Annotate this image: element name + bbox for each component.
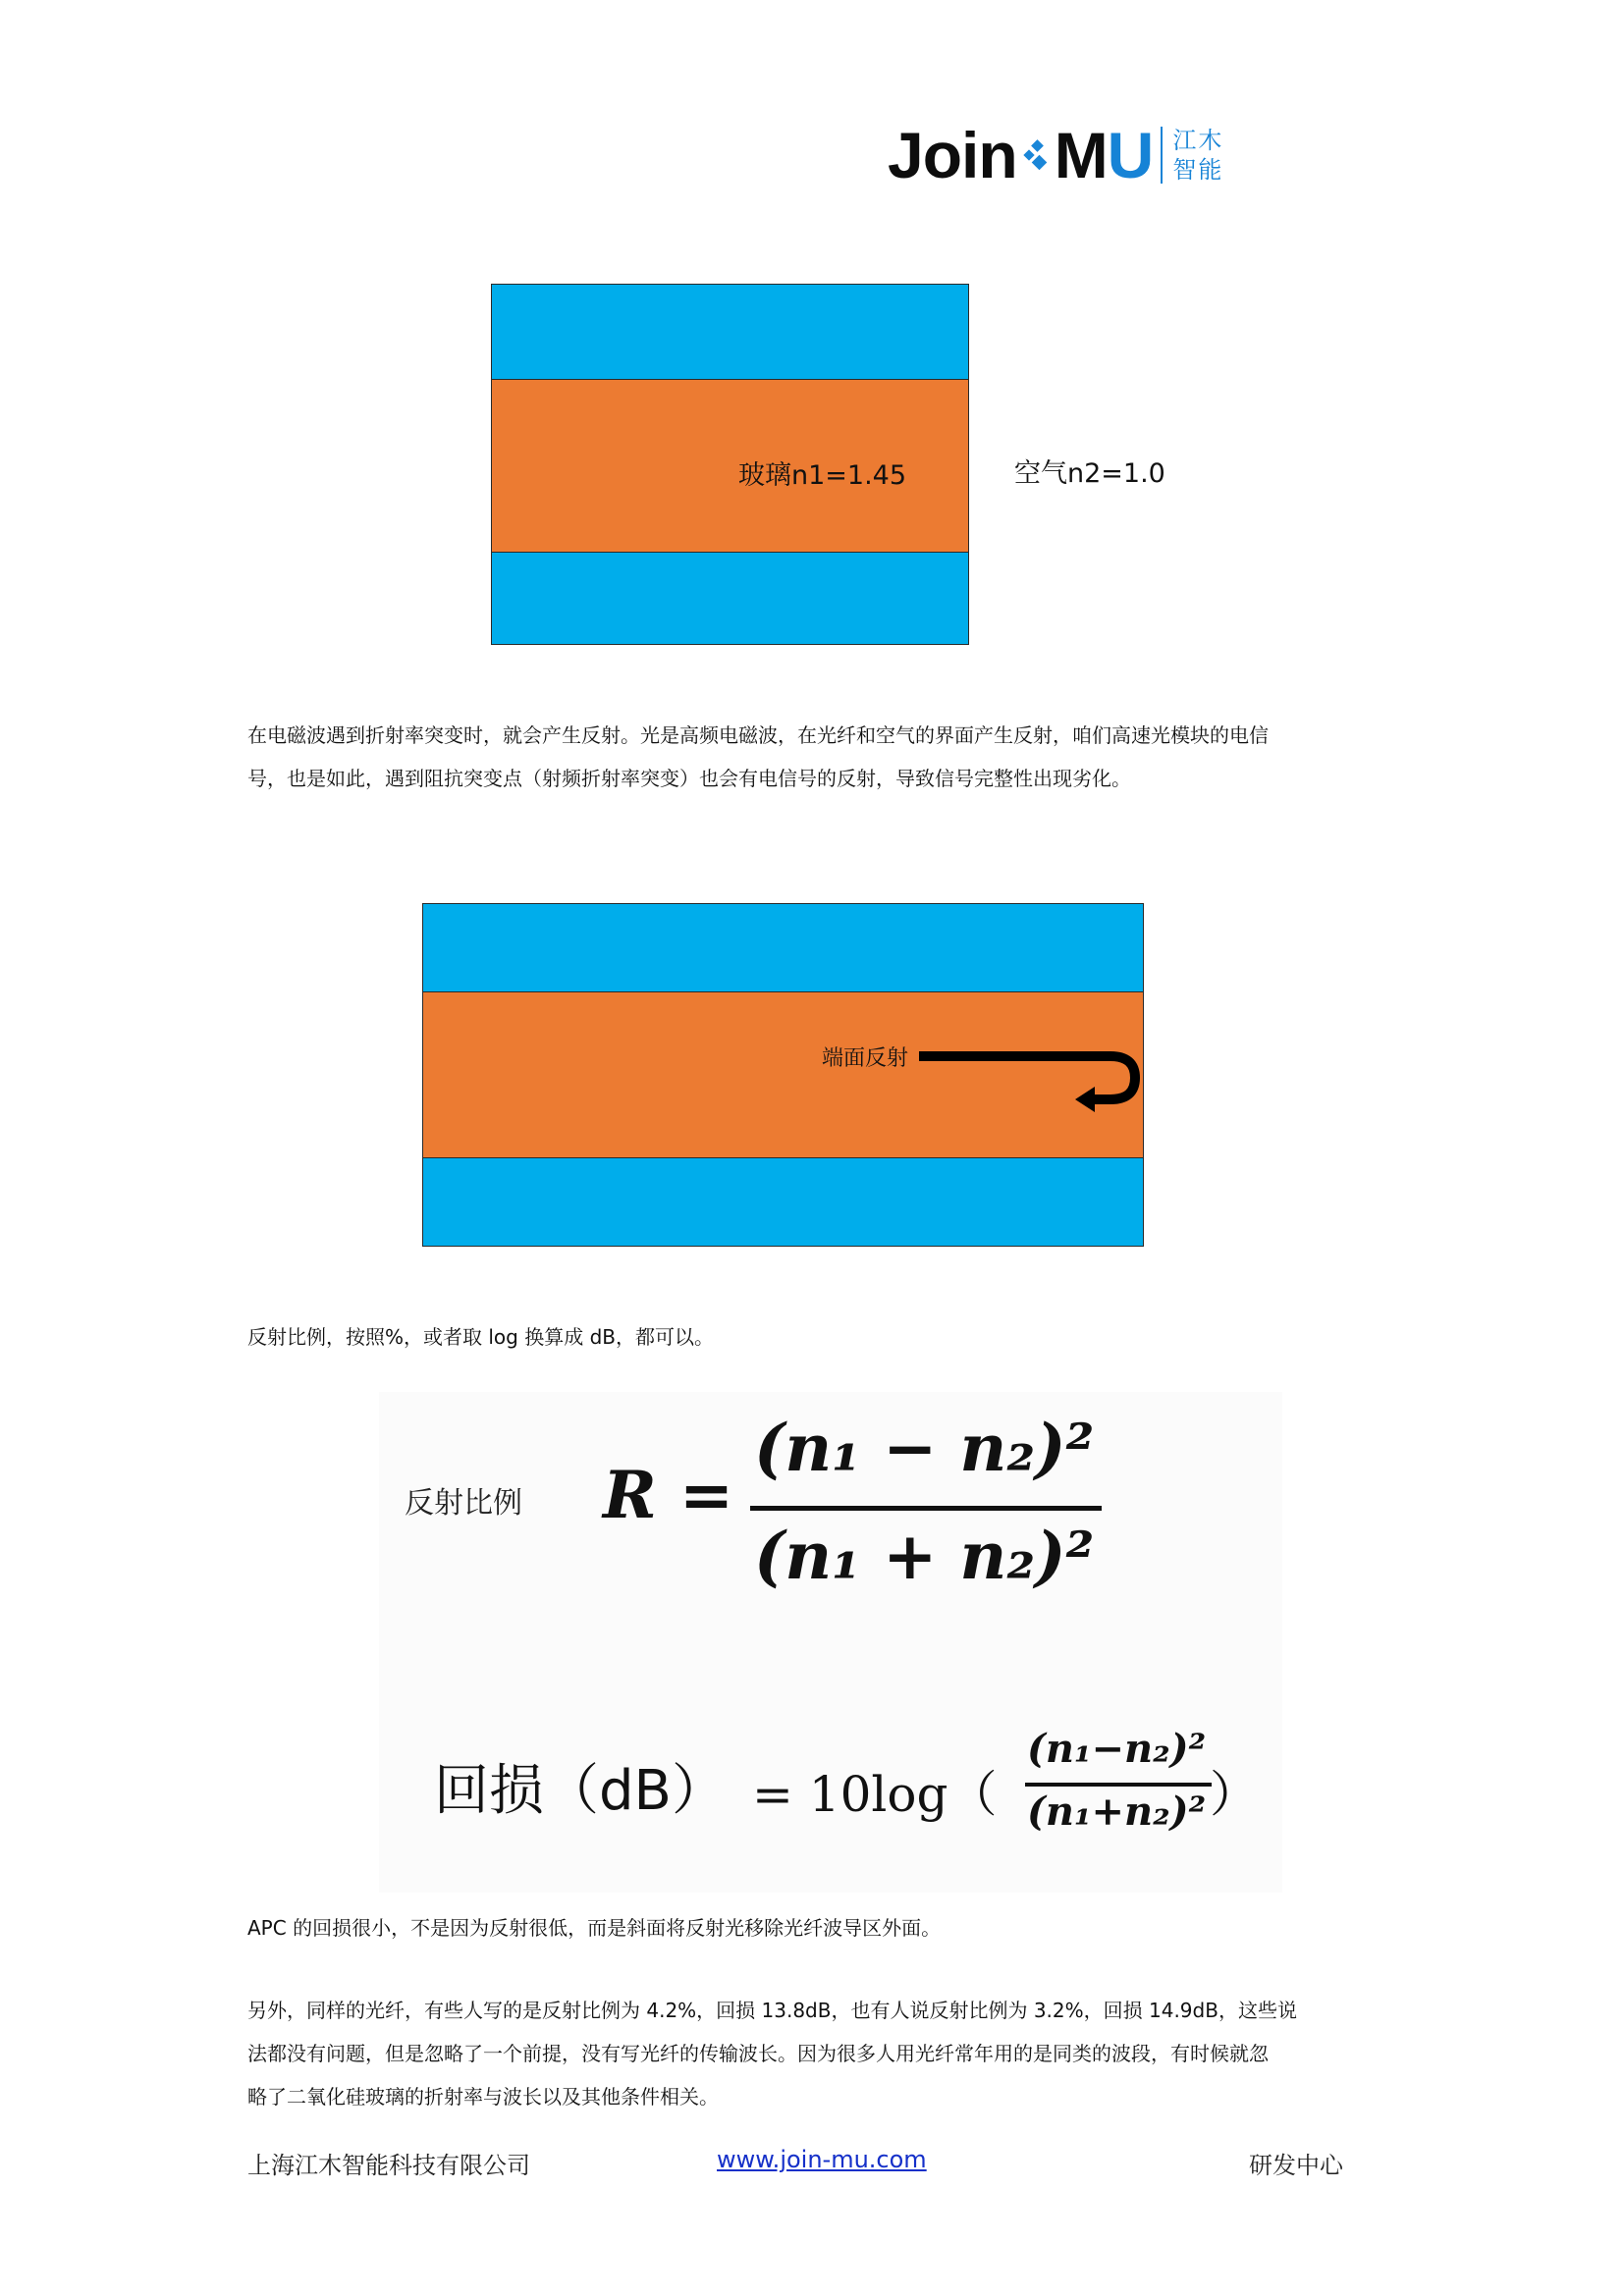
logo-cn-line1: 江木: [1172, 127, 1224, 154]
logo-chinese: [1172, 126, 1225, 185]
reflection-arrow-icon: [423, 904, 1144, 1247]
air-index-label: 空气n2=1.0: [1014, 458, 1165, 489]
fiber-diagram-2: [422, 903, 1144, 1247]
footer-department: 研发中心: [1249, 2152, 1343, 2179]
logo-cn-line2: 智能: [1172, 156, 1224, 184]
paragraph4-line1: 另外，同样的光纤，有些人写的是反射比例为 4.2%，回损 13.8dB，也有人说反射比例为 3.2%，回损 14.9dB，这些说: [247, 1999, 1297, 2022]
end-face-reflection-label: 端面反射: [822, 1046, 909, 1071]
company-logo: [888, 116, 1225, 194]
return-loss-numerator: (n₁−n₂)²: [1027, 1726, 1207, 1772]
formula-denominator: (n₁ + n₂)²: [754, 1518, 1095, 1594]
return-loss-close: ）: [1210, 1766, 1259, 1823]
reflection-ratio-label: 反射比例: [405, 1486, 522, 1521]
cladding-top: [492, 285, 968, 379]
return-loss-label: 回损（dB）: [434, 1759, 727, 1823]
paragraph1-line1: 在电磁波遇到折射率突变时，就会产生反射。光是高频电磁波，在光纤和空气的界面产生反射，咱们高速光模块的电信: [247, 723, 1269, 747]
paragraph2-text: 反射比例，按照%，或者取 log 换算成 dB，都可以。: [247, 1325, 714, 1349]
cladding-bottom: [492, 553, 968, 644]
logo-separator: [1161, 127, 1163, 184]
formula-numerator: (n₁ − n₂)²: [754, 1410, 1095, 1486]
paragraph1-line2: 号，也是如此，遇到阻抗突变点（射频折射率突变）也会有电信号的反射，导致信号完整性出现劣化。: [247, 767, 1131, 790]
logo-word-u: U: [1107, 119, 1154, 191]
footer-website-link[interactable]: www.join-mu.com: [717, 2146, 927, 2173]
return-loss-denominator: (n₁+n₂)²: [1027, 1789, 1207, 1835]
paragraph-wavelength-note: [247, 1989, 1386, 2118]
return-loss-fraction-bar: [1025, 1783, 1212, 1787]
paragraph3-text: APC 的回损很小，不是因为反射很低，而是斜面将反射光移除光纤波导区外面。: [247, 1916, 942, 1940]
glass-index-label: 玻璃n1=1.45: [738, 460, 907, 491]
paragraph-ratio-units: [247, 1315, 1386, 1359]
formula-lhs: R =: [603, 1457, 734, 1533]
logo-word-m: M: [1054, 119, 1108, 191]
formula-fraction-bar: [750, 1506, 1102, 1511]
paragraph4-line2: 法都没有问题，但是忽略了一个前提，没有写光纤的传输波长。因为很多人用光纤常年用的是同类的波段，有时候就忽: [247, 2042, 1269, 2065]
paragraph4-line3: 略了二氧化硅玻璃的折射率与波长以及其他条件相关。: [247, 2085, 719, 2109]
fiber-diagram-1: [491, 284, 969, 645]
reflection-formula-image: [379, 1392, 1282, 1893]
paragraph-reflection-intro: [247, 714, 1386, 800]
paragraph-apc: [247, 1906, 1386, 1949]
footer-company: 上海江木智能科技有限公司: [247, 2152, 530, 2179]
logo-word-join: Join: [888, 119, 1017, 191]
return-loss-equals: = 10log（: [752, 1766, 998, 1823]
logo-dots-icon: [1023, 135, 1049, 175]
